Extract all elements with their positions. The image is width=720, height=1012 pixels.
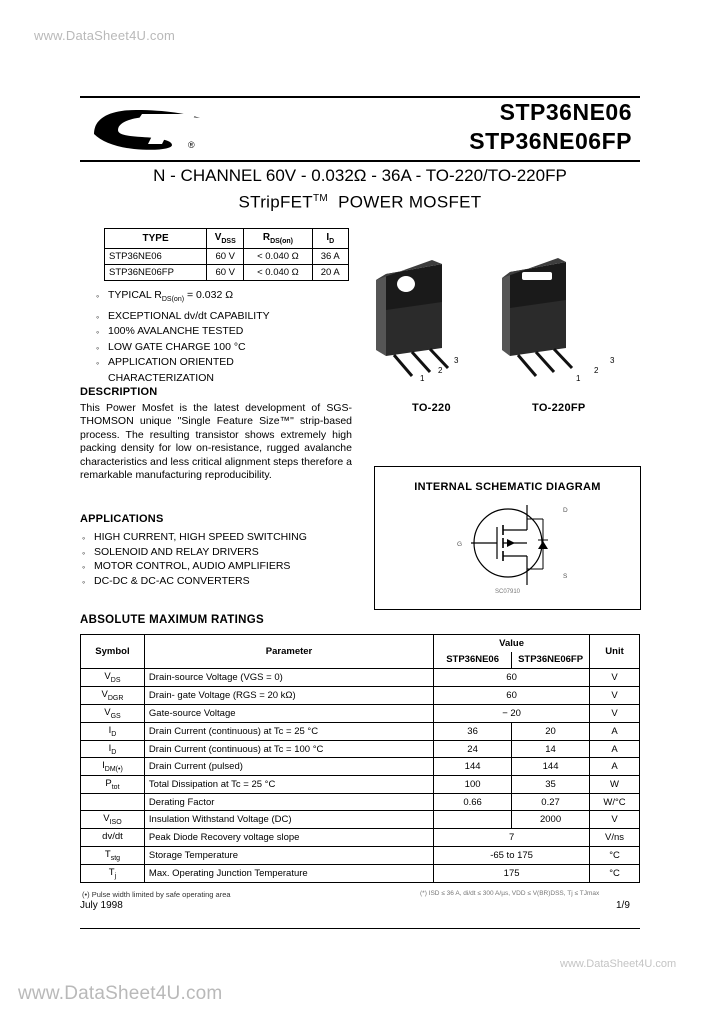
id-col-header: $I_D$ — [312, 229, 348, 249]
value-cell-2: 0.27 — [512, 794, 590, 811]
to220-drawing — [376, 260, 448, 376]
table-row — [81, 776, 640, 794]
symbol-cell: $I_{DM(•)}$ — [81, 758, 145, 776]
feature-text: 100% AVALANCHE TESTED — [108, 325, 244, 338]
value-cell: -65 to 175 — [434, 847, 590, 865]
table-row — [81, 811, 640, 829]
pin-label-2: 2 — [438, 366, 443, 375]
pin-label-2: 2 — [594, 366, 599, 375]
value-cell-2: 14 — [512, 740, 590, 758]
bullet-icon: ◦ — [82, 562, 86, 572]
application-text: DC-DC & DC-AC CONVERTERS — [94, 574, 250, 587]
page-subtitle — [80, 164, 640, 214]
rdson-cell: < 0.040 Ω — [244, 265, 312, 281]
bullet-icon: ◦ — [96, 311, 100, 322]
application-text: MOTOR CONTROL, AUDIO AMPLIFIERS — [94, 560, 291, 572]
value-cell-1: 24 — [434, 740, 512, 758]
symbol-cell: $T_j$ — [81, 864, 145, 882]
list-item: ◦ TYPICAL $R_{DS(on)} = 0.032$ Ω — [96, 289, 234, 304]
mosfet-symbol — [375, 501, 640, 596]
table-row — [105, 249, 349, 265]
table-row — [81, 740, 640, 758]
part-number-2: STP36NE06FP — [469, 128, 632, 154]
schematic-pin-s: S — [563, 573, 568, 580]
applications-block — [80, 513, 352, 588]
part-number-1: STP36NE06 — [499, 99, 632, 125]
schematic-note: SC07910 — [494, 589, 521, 595]
list-item — [80, 530, 352, 545]
feature-text: TYPICAL R — [108, 289, 162, 301]
table-row — [81, 686, 640, 704]
value-cell-2: 144 — [512, 758, 590, 776]
ratings-header-row-1 — [81, 635, 640, 652]
symbol-cell: $I_D$ — [81, 740, 145, 758]
rdson-col-header: $R_{DS(on)}$ — [244, 229, 312, 249]
publication-date: July 1998 — [80, 900, 123, 911]
vdss-col-header: $V_{DSS}$ — [207, 229, 244, 249]
watermark-top: www.DataSheet4U.com — [34, 28, 176, 43]
list-item — [80, 545, 352, 560]
watermark-bottom: www.DataSheet4U.com — [18, 983, 223, 1004]
mosfet-word: POWER MOSFET — [338, 192, 482, 212]
list-item: ◦ LOW GATE CHARGE 100 °C — [96, 340, 346, 355]
pin-label-3: 3 — [454, 356, 459, 365]
unit-cell: V — [590, 811, 640, 829]
bullet-icon: ◦ — [96, 291, 100, 301]
unit-cell: V — [590, 686, 640, 704]
parameter-col-header: Parameter — [144, 635, 433, 669]
page-number: 1/9 — [616, 900, 630, 911]
description-block — [80, 386, 352, 482]
pin-label-3: 3 — [610, 356, 615, 365]
unit-cell: A — [590, 722, 640, 740]
value-cell: 60 — [434, 686, 590, 704]
parameter-cell: Derating Factor — [144, 794, 433, 811]
table-row — [81, 829, 640, 847]
application-text: SOLENOID AND RELAY DRIVERS — [94, 545, 259, 558]
package-label-to220: TO-220 — [412, 402, 451, 414]
value-cell: − 20 — [434, 704, 590, 722]
type-table — [104, 228, 349, 281]
parameter-cell: Drain Current (continuous) at Tc = 25 °C — [144, 722, 433, 740]
list-item — [96, 355, 346, 370]
package-drawings — [372, 252, 640, 422]
pin-label-1: 1 — [420, 374, 425, 383]
list-item — [80, 574, 352, 589]
table-row — [81, 794, 640, 811]
header-band — [80, 96, 640, 162]
parameter-cell: Drain Current (pulsed) — [144, 758, 433, 776]
rdson-cell: < 0.040 Ω — [244, 249, 312, 265]
type-cell: STP36NE06 — [105, 249, 207, 265]
feature-list — [96, 288, 346, 386]
symbol-cell: dv/dt — [81, 829, 145, 847]
bullet-icon: ◦ — [82, 547, 86, 558]
schematic-title: INTERNAL SCHEMATIC DIAGRAM — [414, 481, 601, 493]
parameter-cell: Drain Current (continuous) at Tc = 100 °C — [144, 740, 433, 758]
vdss-cell: 60 V — [207, 265, 244, 281]
value-cell-1: 0.66 — [434, 794, 512, 811]
unit-cell: A — [590, 758, 640, 776]
description-text: This Power Mosfet is the latest development of SGS-THOMSON unique "Single Feature Size™" strip-based process. The resulting transistor shows extremely high packing density for low on-resistance, rugged avalanche characteristics and less critical alignment steps therefore a remarkable manufacturing reproducibility. — [80, 402, 352, 482]
type-table-header-row — [105, 229, 349, 249]
pin-label-1: 1 — [576, 374, 581, 383]
applications-list — [80, 530, 352, 588]
symbol-cell: $V_{GS}$ — [81, 704, 145, 722]
symbol-cell — [81, 794, 145, 811]
parameter-cell: Total Dissipation at Tc = 25 °C — [144, 776, 433, 794]
to220fp-drawing — [502, 258, 572, 376]
table-row — [81, 847, 640, 865]
unit-cell: V — [590, 704, 640, 722]
feature-text: EXCEPTIONAL dv/dt CAPABILITY — [108, 309, 270, 322]
applications-title: APPLICATIONS — [80, 513, 164, 525]
list-item — [80, 559, 352, 574]
table-row — [81, 704, 640, 722]
package-label-to220fp: TO-220FP — [532, 402, 586, 414]
type-cell: STP36NE06FP — [105, 265, 207, 281]
bullet-icon: ◦ — [82, 576, 86, 587]
value-cell-2: 35 — [512, 776, 590, 794]
value-col-1-header: STP36NE06 — [434, 652, 512, 669]
schematic-pin-d: D — [563, 507, 568, 514]
symbol-cell: $P_{tot}$ — [81, 776, 145, 794]
footer-divider — [80, 928, 640, 929]
watermark-right: www.DataSheet4U.com — [560, 958, 677, 970]
value-cell-2: 20 — [512, 722, 590, 740]
package-illustrations — [372, 252, 640, 392]
unit-col-header: Unit — [590, 635, 640, 669]
symbol-cell: $V_{ISO}$ — [81, 811, 145, 829]
feature-text: LOW GATE CHARGE 100 — [108, 340, 234, 353]
symbol-cell: $V_{DGR}$ — [81, 686, 145, 704]
value-cell-1 — [434, 811, 512, 829]
table-row — [81, 864, 640, 882]
bullet-icon: ◦ — [96, 327, 100, 338]
type-col-header: TYPE — [105, 229, 207, 249]
unit-cell: °C — [590, 864, 640, 882]
unit-cell: V/ns — [590, 829, 640, 847]
bullet-icon: ◦ — [96, 342, 100, 353]
footnote-1: (•) Pulse width limited by safe operating area — [82, 890, 231, 899]
feature-text: APPLICATION ORIENTED — [108, 356, 234, 369]
parameter-cell: Insulation Withstand Voltage (DC) — [144, 811, 433, 829]
parameter-cell: Gate-source Voltage — [144, 704, 433, 722]
stripfet-word: STripFET — [238, 192, 313, 212]
value-cell-2: 2000 — [512, 811, 590, 829]
schematic-pin-g: G — [457, 541, 463, 548]
table-row — [81, 758, 640, 776]
bullet-icon: ◦ — [96, 358, 100, 369]
svg-text:®: ® — [188, 140, 195, 150]
absolute-maximum-ratings-table — [80, 634, 640, 883]
list-item — [96, 324, 346, 339]
parameter-cell: Peak Diode Recovery voltage slope — [144, 829, 433, 847]
trademark-mark: TM — [313, 193, 329, 204]
value-cell-1: 36 — [434, 722, 512, 740]
st-logo — [88, 104, 208, 152]
symbol-col-header: Symbol — [81, 635, 145, 669]
value-cell: 7 — [434, 829, 590, 847]
table-row — [81, 722, 640, 740]
ratings-title: ABSOLUTE MAXIMUM RATINGS — [80, 614, 264, 626]
table-row — [81, 669, 640, 687]
symbol-cell: $T_{stg}$ — [81, 847, 145, 865]
value-col-header: Value — [434, 635, 590, 652]
parameter-cell: Drain- gate Voltage (RGS = 20 kΩ) — [144, 686, 433, 704]
id-cell: 36 A — [312, 249, 348, 265]
unit-cell: °C — [590, 847, 640, 865]
unit-cell: V — [590, 669, 640, 687]
vdss-cell: 60 V — [207, 249, 244, 265]
parameter-cell: Drain-source Voltage (VGS = 0) — [144, 669, 433, 687]
parameter-cell: Storage Temperature — [144, 847, 433, 865]
application-text: HIGH CURRENT, HIGH SPEED SWITCHING — [94, 531, 307, 543]
unit-cell: W — [590, 776, 640, 794]
list-item — [96, 309, 346, 324]
description-title: DESCRIPTION — [80, 386, 158, 398]
unit-cell: A — [590, 740, 640, 758]
table-row — [105, 265, 349, 281]
id-cell: 20 A — [312, 265, 348, 281]
value-cell-1: 144 — [434, 758, 512, 776]
unit-cell: W/°C — [590, 794, 640, 811]
value-cell-1: 100 — [434, 776, 512, 794]
footnote-2: (*) ISD ≤ 36 A, di/dt ≤ 300 A/µs, VDD ≤ V(BR)DSS, Tj ≤ TJmax — [420, 890, 600, 897]
bullet-icon: ◦ — [82, 533, 86, 543]
value-col-2-header: STP36NE06FP — [512, 652, 590, 669]
part-numbers — [469, 98, 632, 156]
symbol-cell: $V_{DS}$ — [81, 669, 145, 687]
value-cell: 60 — [434, 669, 590, 687]
list-item-continuation — [96, 371, 346, 386]
internal-schematic-box — [374, 466, 641, 610]
subtitle-line-1: N - CHANNEL 60V - 0.032Ω - 36A - TO-220/TO-220FP — [153, 166, 567, 185]
subtitle-line-2 — [80, 187, 640, 214]
value-cell: 175 — [434, 864, 590, 882]
symbol-cell: $I_D$ — [81, 722, 145, 740]
parameter-cell: Max. Operating Junction Temperature — [144, 864, 433, 882]
feature-text: CHARACTERIZATION — [108, 371, 214, 384]
